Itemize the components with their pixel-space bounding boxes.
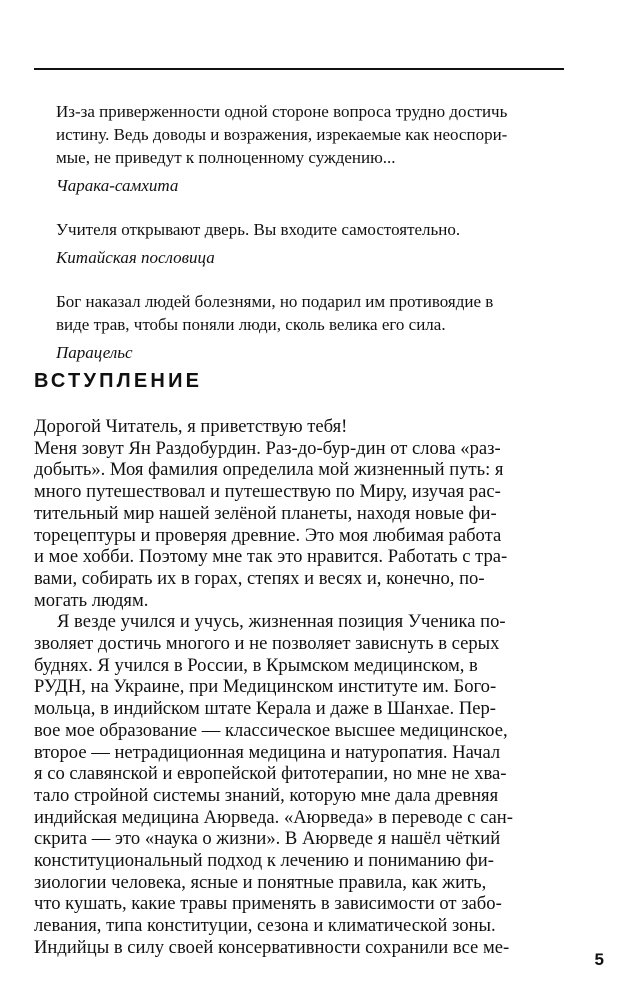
body-line: левания, типа конституции, сезона и климатической зоны. [34,915,496,937]
body-line: добыть». Моя фамилия определила мой жизненный путь: я [34,459,504,481]
body-line: зволяет достичь многого и не позволяет зависнуть в серых [34,633,500,655]
epigraph-line: Бог наказал людей болезнями, но подарил им противоядие в [56,292,494,311]
epigraph-text [56,290,564,336]
paragraph-greeting [34,416,564,438]
body-line: и мое хобби. Поэтому мне так это нравится. Работать с тра- [34,546,508,568]
epigraph-line: Из-за приверженности одной стороне вопроса трудно достичь [56,102,508,121]
body-line: РУДН, на Украине, при Медицинском институте им. Бого- [34,676,497,698]
epigraph-text [56,100,564,169]
body-text [34,416,564,959]
body-line: тало стройной системы знаний, которую мне дала древняя [34,784,499,806]
body-line: могать людям. [34,589,149,611]
body-line: буднях. Я учился в России, в Крымском медицинском, в [34,654,478,676]
epigraph-line: мые, не приведут к полноценному суждению... [56,148,396,167]
body-line: Я везде учился и учусь, жизненная позиция Ученика по- [57,611,506,633]
body-line: Меня зовут Ян Раздобурдин. Раз-до-бур-дин от слова «раз- [34,437,501,459]
body-line: второе — нетрадиционная медицина и натуропатия. Начал [34,741,501,763]
body-line: вами, собирать их в горах, степях и весях и, конечно, по- [34,567,485,589]
body-line: скрита — это «наука о жизни». В Аюрведе я нашёл чёткий [34,828,501,850]
epigraph-line: виде трав, чтобы поняли люди, сколь велика его сила. [56,315,446,334]
body-line: вое мое образование — классическое высшее медицинское, [34,719,508,741]
body-line: много путешествовал и путешествую по Миру, изучая рас- [34,481,501,503]
body-line: тительный мир нашей зелёной планеты, находя новые фи- [34,502,497,524]
epigraph-text [56,218,564,241]
body-line: я со славянской и европейской фитотерапии, но мне не хва- [34,763,507,785]
epigraph-line: истину. Ведь доводы и возражения, изрекаемые как неоспори- [56,125,508,144]
body-line: индийская медицина Аюрведа. «Аюрведа» в переводе с сан- [34,806,513,828]
body-line: мольца, в индийском штате Керала и даже в Шанхае. Пер- [34,698,497,720]
body-line: Индийцы в силу своей консервативности сохранили все ме- [34,936,510,958]
body-line: конституциональный подход к лечению и пониманию фи- [34,850,494,872]
epigraph-source: Парацельс [56,343,133,362]
body-line: Дорогой Читатель, я приветствую тебя! [34,416,348,437]
epigraph-line: Учителя открывают дверь. Вы входите самостоятельно. [56,220,461,239]
body-line: торецептуры и проверяя древние. Это моя любимая работа [34,524,502,546]
epigraph [56,100,564,197]
epigraph [56,218,564,269]
body-line: зиологии человека, ясные и понятные правила, как жить, [34,871,487,893]
epigraphs [56,100,564,385]
epigraph [56,290,564,364]
paragraph-education [34,611,564,958]
body-line: что кушать, какие травы применять в зависимости от забо- [34,893,502,915]
section-title: ВСТУПЛЕНИЕ [34,370,203,392]
epigraph-source: Чарака-самхита [56,176,179,195]
epigraph-source: Китайская пословица [56,248,215,267]
paragraph-intro [34,438,564,612]
top-rule [34,68,564,70]
page-number: 5 [594,950,604,969]
